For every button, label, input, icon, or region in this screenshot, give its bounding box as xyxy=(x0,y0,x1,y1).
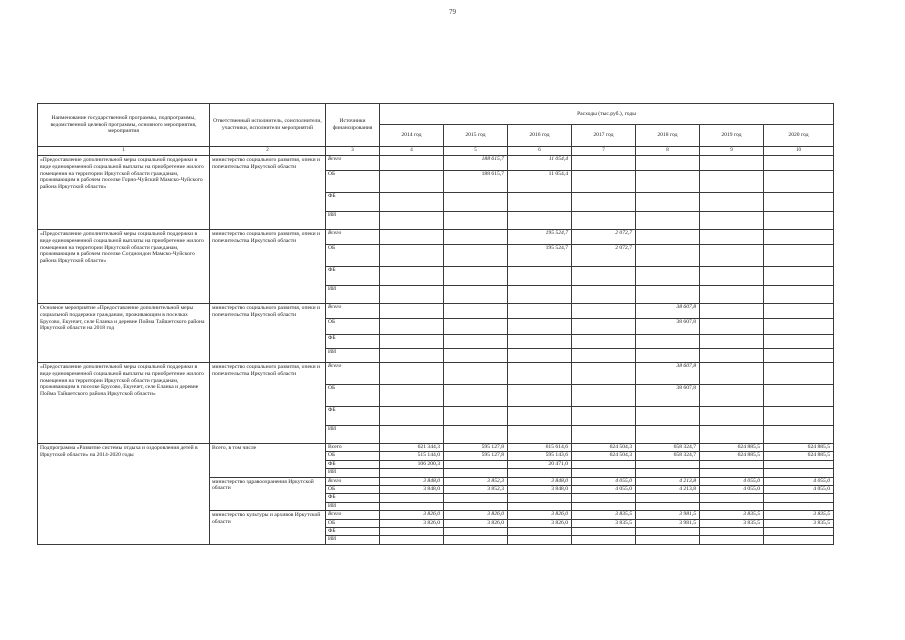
amount-cell: 3 826,0 xyxy=(444,511,508,519)
amount-cell xyxy=(508,286,572,304)
table-row xyxy=(38,304,834,319)
amount-cell xyxy=(700,212,764,230)
amount-cell: 624 504,3 xyxy=(572,452,636,460)
amount-cell xyxy=(764,469,834,477)
amount-cell xyxy=(764,385,834,407)
amount-cell: 11 054,4 xyxy=(508,171,572,193)
table-row xyxy=(38,230,834,245)
amount-cell xyxy=(764,527,834,535)
amount-cell xyxy=(764,245,834,267)
amount-cell xyxy=(764,426,834,444)
amount-cell xyxy=(700,319,764,335)
amount-cell xyxy=(380,319,444,335)
funding-source: Всего xyxy=(326,444,380,452)
column-number: 2 xyxy=(210,147,326,156)
funding-source: ОБ xyxy=(326,485,380,493)
amount-cell xyxy=(572,349,636,363)
amount-cell xyxy=(764,286,834,304)
amount-cell xyxy=(508,536,572,544)
header-source: Источники финансирования xyxy=(326,104,380,147)
page-number: 79 xyxy=(449,8,456,16)
column-number: 4 xyxy=(380,147,444,156)
amount-cell xyxy=(700,469,764,477)
amount-cell xyxy=(508,494,572,502)
amount-cell xyxy=(508,349,572,363)
amount-cell xyxy=(380,156,444,171)
amount-cell xyxy=(572,335,636,349)
amount-cell xyxy=(508,426,572,444)
amount-cell xyxy=(572,304,636,319)
amount-cell xyxy=(636,502,700,510)
amount-cell xyxy=(508,385,572,407)
amount-cell: 2 072,7 xyxy=(572,245,636,267)
funding-source: ФБ xyxy=(326,527,380,535)
amount-cell xyxy=(636,171,700,193)
amount-cell: 3 826,0 xyxy=(508,511,572,519)
amount-cell xyxy=(700,267,764,286)
amount-cell xyxy=(508,335,572,349)
amount-cell xyxy=(700,304,764,319)
amount-cell xyxy=(444,494,508,502)
amount-cell: 106 200,3 xyxy=(380,460,444,468)
funding-source: ОБ xyxy=(326,452,380,460)
amount-cell xyxy=(700,536,764,544)
amount-cell xyxy=(700,385,764,407)
funding-source: ОБ xyxy=(326,519,380,527)
funding-source: ИИ xyxy=(326,469,380,477)
responsible-executor: министерство культуры и архивов Иркутской области xyxy=(210,511,326,545)
column-number: 1 xyxy=(38,147,210,156)
amount-cell: 3 848,0 xyxy=(380,477,444,485)
amount-cell xyxy=(764,363,834,385)
amount-cell: 3 835,5 xyxy=(764,519,834,527)
amount-cell xyxy=(572,363,636,385)
amount-cell xyxy=(764,502,834,510)
amount-cell xyxy=(508,212,572,230)
amount-cell xyxy=(444,460,508,468)
funding-source: Всего xyxy=(326,477,380,485)
table-row xyxy=(38,444,834,452)
column-number: 8 xyxy=(636,147,700,156)
amount-cell xyxy=(380,385,444,407)
amount-cell: 3 835,5 xyxy=(700,511,764,519)
funding-source: Всего xyxy=(326,230,380,245)
table-row xyxy=(38,156,834,171)
amount-cell xyxy=(764,267,834,286)
amount-cell: 624 885,5 xyxy=(764,452,834,460)
amount-cell xyxy=(572,212,636,230)
amount-cell xyxy=(444,349,508,363)
funding-source: ИИ xyxy=(326,536,380,544)
amount-cell xyxy=(636,267,700,286)
amount-cell xyxy=(380,426,444,444)
amount-cell xyxy=(444,426,508,444)
amount-cell: 3 826,0 xyxy=(508,519,572,527)
measure-name: «Предоставление дополнительной меры социальной поддержки в виде единовременной социальной выплаты на приобретение жилого помещения на территории Иркутской области гражданам, проживающим в рабочем поселке Горно-Чуйский Мамско-Чуйского района Иркутской области» xyxy=(38,156,210,230)
responsible-executor: Всего, в том числе xyxy=(210,444,326,478)
funding-source: Всего xyxy=(326,511,380,519)
responsible-executor: министерство социального развития, опеки и попечительства Иркутской области xyxy=(210,156,326,230)
amount-cell xyxy=(444,335,508,349)
budget-table xyxy=(37,103,834,545)
amount-cell xyxy=(444,319,508,335)
amount-cell: 3 835,5 xyxy=(572,519,636,527)
amount-cell xyxy=(380,536,444,544)
amount-cell xyxy=(444,363,508,385)
amount-cell xyxy=(764,349,834,363)
amount-cell: 4 055,0 xyxy=(764,485,834,493)
amount-cell xyxy=(572,286,636,304)
amount-cell: 38 607,8 xyxy=(636,385,700,407)
amount-cell: 38 607,8 xyxy=(636,363,700,385)
amount-cell xyxy=(444,212,508,230)
funding-source: ФБ xyxy=(326,494,380,502)
amount-cell xyxy=(636,245,700,267)
header-expenses: Расходы (тыс.руб.), годы xyxy=(380,104,834,125)
amount-cell: 3 848,0 xyxy=(508,477,572,485)
amount-cell: 4 213,8 xyxy=(636,485,700,493)
amount-cell xyxy=(444,502,508,510)
amount-cell xyxy=(636,349,700,363)
amount-cell xyxy=(700,407,764,426)
amount-cell: 3 835,5 xyxy=(764,511,834,519)
amount-cell: 188 615,7 xyxy=(444,171,508,193)
amount-cell xyxy=(636,407,700,426)
amount-cell xyxy=(444,245,508,267)
amount-cell xyxy=(700,460,764,468)
amount-cell: 624 885,5 xyxy=(700,444,764,452)
amount-cell xyxy=(764,460,834,468)
table-row xyxy=(38,363,834,385)
amount-cell xyxy=(380,304,444,319)
amount-cell xyxy=(508,304,572,319)
amount-cell xyxy=(444,230,508,245)
amount-cell xyxy=(444,407,508,426)
amount-cell xyxy=(764,494,834,502)
amount-cell xyxy=(700,156,764,171)
amount-cell xyxy=(636,469,700,477)
amount-cell xyxy=(700,502,764,510)
amount-cell xyxy=(636,212,700,230)
amount-cell: 621 344,3 xyxy=(380,444,444,452)
amount-cell xyxy=(380,267,444,286)
amount-cell xyxy=(380,494,444,502)
amount-cell: 658 324,7 xyxy=(636,444,700,452)
funding-source: ОБ xyxy=(326,385,380,407)
funding-source: ОБ xyxy=(326,171,380,193)
amount-cell: 38 607,8 xyxy=(636,319,700,335)
amount-cell xyxy=(700,494,764,502)
funding-source: ОБ xyxy=(326,245,380,267)
amount-cell xyxy=(444,527,508,535)
amount-cell: 624 885,5 xyxy=(764,444,834,452)
amount-cell xyxy=(508,193,572,212)
amount-cell: 3 826,0 xyxy=(380,511,444,519)
funding-source: Всего xyxy=(326,363,380,385)
amount-cell xyxy=(636,460,700,468)
header-year: 2018 год xyxy=(636,125,700,147)
column-number: 10 xyxy=(764,147,834,156)
amount-cell xyxy=(572,469,636,477)
amount-cell: 4 055,0 xyxy=(572,485,636,493)
amount-cell xyxy=(572,460,636,468)
amount-cell xyxy=(572,426,636,444)
amount-cell xyxy=(572,267,636,286)
amount-cell xyxy=(444,267,508,286)
amount-cell xyxy=(700,245,764,267)
funding-source: ФБ xyxy=(326,335,380,349)
amount-cell: 2 072,7 xyxy=(572,230,636,245)
amount-cell xyxy=(700,527,764,535)
amount-cell xyxy=(764,319,834,335)
amount-cell xyxy=(572,156,636,171)
amount-cell xyxy=(380,527,444,535)
amount-cell xyxy=(444,304,508,319)
amount-cell xyxy=(572,193,636,212)
amount-cell xyxy=(636,230,700,245)
amount-cell xyxy=(764,335,834,349)
amount-cell xyxy=(380,245,444,267)
amount-cell xyxy=(444,536,508,544)
amount-cell xyxy=(636,286,700,304)
amount-cell xyxy=(700,335,764,349)
amount-cell: 3 981,5 xyxy=(636,519,700,527)
amount-cell xyxy=(700,286,764,304)
amount-cell xyxy=(444,469,508,477)
amount-cell xyxy=(380,335,444,349)
column-number: 3 xyxy=(326,147,380,156)
measure-name: Основное мероприятие «Предоставление дополнительной меры социальной поддержки гражданам, проживающим в поселках Брусово, Екунчет, селе Еланка и деревне Пойма Тайшетского района Иркутской области на 2018 год xyxy=(38,304,210,363)
amount-cell xyxy=(636,536,700,544)
amount-cell xyxy=(380,363,444,385)
amount-cell: 3 835,5 xyxy=(572,511,636,519)
funding-source: ИИ xyxy=(326,349,380,363)
table-header xyxy=(38,104,834,156)
funding-source: ИИ xyxy=(326,286,380,304)
header-year: 2015 год xyxy=(444,125,508,147)
amount-cell xyxy=(572,385,636,407)
amount-cell: 195 524,7 xyxy=(508,245,572,267)
amount-cell xyxy=(764,230,834,245)
funding-source: ФБ xyxy=(326,267,380,286)
amount-cell: 3 826,0 xyxy=(380,519,444,527)
amount-cell xyxy=(380,407,444,426)
amount-cell: 4 055,0 xyxy=(572,477,636,485)
amount-cell xyxy=(764,156,834,171)
amount-cell: 3 852,3 xyxy=(444,485,508,493)
amount-cell: 4 055,0 xyxy=(700,477,764,485)
funding-source: ИИ xyxy=(326,212,380,230)
funding-source: ИИ xyxy=(326,426,380,444)
amount-cell xyxy=(764,407,834,426)
amount-cell xyxy=(444,385,508,407)
column-number: 7 xyxy=(572,147,636,156)
amount-cell: 515 144,0 xyxy=(380,452,444,460)
amount-cell: 3 848,0 xyxy=(380,485,444,493)
amount-cell xyxy=(380,469,444,477)
amount-cell xyxy=(700,363,764,385)
funding-source: ОБ xyxy=(326,319,380,335)
table-body xyxy=(38,156,834,545)
amount-cell xyxy=(572,171,636,193)
funding-source: Всего xyxy=(326,156,380,171)
amount-cell xyxy=(700,171,764,193)
header-year: 2020 год xyxy=(764,125,834,147)
amount-cell: 615 614,6 xyxy=(508,444,572,452)
amount-cell xyxy=(380,286,444,304)
amount-cell xyxy=(508,502,572,510)
amount-cell: 38 607,8 xyxy=(636,304,700,319)
amount-cell xyxy=(508,469,572,477)
amount-cell xyxy=(380,193,444,212)
amount-cell xyxy=(444,193,508,212)
column-number: 6 xyxy=(508,147,572,156)
header-year: 2019 год xyxy=(700,125,764,147)
amount-cell xyxy=(636,426,700,444)
amount-cell xyxy=(636,156,700,171)
amount-cell: 624 885,5 xyxy=(700,452,764,460)
amount-cell: 3 835,5 xyxy=(700,519,764,527)
amount-cell xyxy=(572,502,636,510)
amount-cell xyxy=(700,230,764,245)
amount-cell: 11 054,4 xyxy=(508,156,572,171)
header-responsible: Ответственный исполнитель, соисполнители, участники, исполнители мероприятий xyxy=(210,104,326,147)
amount-cell xyxy=(764,193,834,212)
amount-cell: 3 852,3 xyxy=(444,477,508,485)
amount-cell: 188 615,7 xyxy=(444,156,508,171)
amount-cell xyxy=(572,319,636,335)
responsible-executor: министерство здравоохранения Иркутской области xyxy=(210,477,326,511)
subprogram-name: Подпрограмма «Развитие системы отдыха и оздоровления детей в Иркутской области» на 2014-2020 годы xyxy=(38,444,210,545)
amount-cell xyxy=(508,407,572,426)
responsible-executor: министерство социального развития, опеки и попечительства Иркутской области xyxy=(210,304,326,363)
amount-cell: 595 127,8 xyxy=(444,444,508,452)
funding-source: ФБ xyxy=(326,193,380,212)
funding-source: Всего xyxy=(326,304,380,319)
responsible-executor: министерство социального развития, опеки и попечительства Иркутской области xyxy=(210,363,326,444)
header-year: 2017 год xyxy=(572,125,636,147)
amount-cell: 195 524,7 xyxy=(508,230,572,245)
amount-cell: 4 213,8 xyxy=(636,477,700,485)
amount-cell: 595 127,8 xyxy=(444,452,508,460)
header-year: 2014 год xyxy=(380,125,444,147)
amount-cell xyxy=(700,193,764,212)
amount-cell xyxy=(380,212,444,230)
amount-cell: 4 055,0 xyxy=(700,485,764,493)
amount-cell xyxy=(380,230,444,245)
amount-cell xyxy=(764,171,834,193)
amount-cell xyxy=(508,267,572,286)
amount-cell xyxy=(636,527,700,535)
funding-source: ФБ xyxy=(326,460,380,468)
amount-cell xyxy=(508,527,572,535)
amount-cell xyxy=(764,536,834,544)
amount-cell xyxy=(636,193,700,212)
measure-name: «Предоставление дополнительной меры социальной поддержки в виде единовременной социальной выплаты на приобретение жилого помещения на территории Иркутской области гражданам, проживающим в поселке Брусово, Екунчет, селе Еланка и деревне Пойма Тайшетского района Иркутской области» xyxy=(38,363,210,444)
amount-cell xyxy=(380,171,444,193)
amount-cell xyxy=(508,363,572,385)
header-year: 2016 год xyxy=(508,125,572,147)
amount-cell xyxy=(572,407,636,426)
amount-cell: 595 143,6 xyxy=(508,452,572,460)
amount-cell xyxy=(444,286,508,304)
amount-cell: 624 504,3 xyxy=(572,444,636,452)
amount-cell xyxy=(636,494,700,502)
funding-source: ФБ xyxy=(326,407,380,426)
column-number: 5 xyxy=(444,147,508,156)
amount-cell xyxy=(572,527,636,535)
funding-source: ИИ xyxy=(326,502,380,510)
amount-cell: 20 471,0 xyxy=(508,460,572,468)
amount-cell xyxy=(572,494,636,502)
amount-cell: 658 324,7 xyxy=(636,452,700,460)
amount-cell: 4 055,0 xyxy=(764,477,834,485)
amount-cell: 3 826,0 xyxy=(444,519,508,527)
responsible-executor: министерство социального развития, опеки и попечительства Иркутской области xyxy=(210,230,326,304)
amount-cell xyxy=(508,319,572,335)
amount-cell xyxy=(636,335,700,349)
amount-cell xyxy=(380,502,444,510)
amount-cell xyxy=(764,212,834,230)
column-number: 9 xyxy=(700,147,764,156)
amount-cell xyxy=(700,426,764,444)
amount-cell xyxy=(700,349,764,363)
amount-cell xyxy=(764,304,834,319)
amount-cell: 3 981,5 xyxy=(636,511,700,519)
amount-cell xyxy=(572,536,636,544)
amount-cell: 3 848,0 xyxy=(508,485,572,493)
header-name: Наименование государственной программы, подпрограммы, ведомственной целевой программы, основного мероприятия, мероприятия xyxy=(38,104,210,147)
amount-cell xyxy=(380,349,444,363)
measure-name: «Предоставление дополнительной меры социальной поддержки в виде единовременной социальной выплаты на приобретение жилого помещения на территории Иркутской области гражданам, проживающим в рабочем поселке Согдиондон Мамско-Чуйского района Иркутской области» xyxy=(38,230,210,304)
